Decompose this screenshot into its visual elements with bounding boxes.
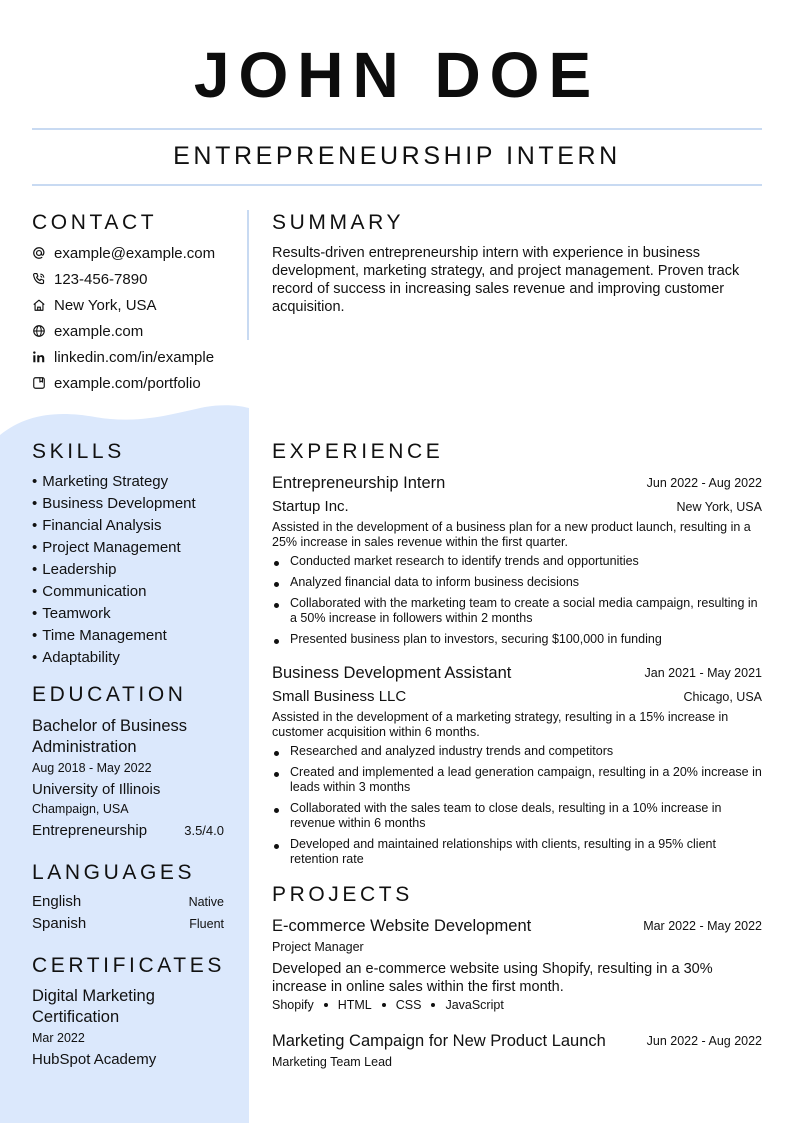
education-location: Champaign, USA bbox=[32, 802, 129, 816]
tag-separator bbox=[324, 1003, 328, 1007]
contact-portfolio[interactable] bbox=[32, 373, 201, 393]
job-location: New York, USA bbox=[676, 500, 762, 514]
education-school: University of Illinois bbox=[32, 781, 161, 798]
header-divider-top bbox=[32, 128, 762, 130]
project-tag: JavaScript bbox=[445, 998, 504, 1012]
contact-location bbox=[32, 295, 157, 315]
home-icon bbox=[32, 298, 46, 312]
project-description: Developed an e-commerce website using Shopify, resulting in a 30% increase in online sales within the first month. bbox=[272, 961, 713, 995]
skills-list bbox=[32, 471, 196, 669]
linkedin-text: linkedin.com/in/example bbox=[54, 348, 215, 366]
portfolio-icon bbox=[32, 376, 46, 390]
skill-item: • Adaptability bbox=[32, 647, 196, 669]
language-name: Spanish bbox=[32, 915, 87, 932]
job-dates: Jun 2022 - Aug 2022 bbox=[646, 476, 762, 490]
project-name: E-commerce Website Development bbox=[272, 917, 532, 935]
project-role: Marketing Team Lead bbox=[272, 1055, 392, 1069]
job-role: Entrepreneurship Intern bbox=[272, 474, 446, 492]
tag-separator bbox=[431, 1003, 435, 1007]
certificate-name: Digital Marketing Certification bbox=[32, 987, 155, 1026]
header-divider-bottom bbox=[32, 184, 762, 186]
portfolio-text: example.com/portfolio bbox=[54, 374, 201, 392]
skill-item: • Marketing Strategy bbox=[32, 471, 196, 493]
phone-icon bbox=[32, 272, 46, 286]
project-name: Marketing Campaign for New Product Launch bbox=[272, 1032, 606, 1050]
job-bullet: Collaborated with the marketing team to create a social media campaign, resulting in a 50% increase in followers within 2 months bbox=[272, 596, 764, 626]
column-divider bbox=[247, 210, 249, 340]
job-dates: Jan 2021 - May 2021 bbox=[644, 666, 762, 680]
contact-email[interactable] bbox=[32, 243, 215, 263]
website-text: example.com bbox=[54, 322, 144, 340]
job-role: Business Development Assistant bbox=[272, 664, 512, 682]
project-tag: CSS bbox=[395, 998, 422, 1012]
job-company: Small Business LLC bbox=[272, 688, 407, 705]
education-gpa: 3.5/4.0 bbox=[184, 823, 224, 838]
skill-item: • Communication bbox=[32, 581, 196, 603]
globe-icon bbox=[32, 324, 46, 338]
linkedin-icon bbox=[32, 350, 46, 364]
job-bullets bbox=[272, 554, 764, 653]
skill-item: • Business Development bbox=[32, 493, 196, 515]
job-bullet: Researched and analyzed industry trends and competitors bbox=[272, 744, 764, 759]
education-degree: Bachelor of Business Administration bbox=[32, 717, 188, 756]
education-dates: Aug 2018 - May 2022 bbox=[32, 761, 152, 775]
job-bullet: Conducted market research to identify trends and opportunities bbox=[272, 554, 764, 569]
job-title: ENTREPRENEURSHIP INTERN bbox=[173, 142, 621, 170]
job-location: Chicago, USA bbox=[683, 690, 762, 704]
project-role: Project Manager bbox=[272, 940, 364, 954]
contact-website[interactable] bbox=[32, 321, 143, 341]
phone-text: 123-456-7890 bbox=[54, 270, 148, 288]
job-bullets bbox=[272, 744, 764, 873]
tag-separator bbox=[382, 1003, 386, 1007]
job-bullet: Created and implemented a lead generation campaign, resulting in a 20% increase in leads within 3 months bbox=[272, 765, 764, 795]
job-company: Startup Inc. bbox=[272, 498, 349, 515]
job-bullet: Collaborated with the sales team to close deals, resulting in a 10% increase in revenue within 6 months bbox=[272, 801, 764, 831]
project-tag: Shopify bbox=[272, 998, 314, 1012]
job-description: Assisted in the development of a marketing strategy, resulting in a 15% increase in customer acquisition within 6 months. bbox=[272, 710, 729, 739]
summary-text: Results-driven entrepreneurship intern with experience in business development, marketing strategy, and project management. Proven track record of success in increasing sales revenue and improving customer acquisition. bbox=[272, 245, 740, 315]
job-bullet: Developed and maintained relationships with clients, resulting in a 95% client retention rate bbox=[272, 837, 764, 867]
education-field: Entrepreneurship bbox=[32, 822, 148, 839]
language-level: Native bbox=[188, 895, 224, 909]
education-heading: EDUCATION bbox=[32, 683, 187, 706]
summary-heading: SUMMARY bbox=[272, 211, 405, 234]
skill-item: • Financial Analysis bbox=[32, 515, 196, 537]
skill-item: • Leadership bbox=[32, 559, 196, 581]
email-text: example@example.com bbox=[54, 244, 216, 262]
project-dates: Jun 2022 - Aug 2022 bbox=[646, 1034, 762, 1048]
job-bullet: Presented business plan to investors, securing $100,000 in funding bbox=[272, 632, 764, 647]
candidate-name: JOHN DOE bbox=[193, 39, 601, 111]
language-name: English bbox=[32, 893, 82, 910]
skills-heading: SKILLS bbox=[32, 440, 125, 463]
contact-phone[interactable] bbox=[32, 269, 147, 289]
language-level: Fluent bbox=[189, 917, 224, 931]
location-text: New York, USA bbox=[54, 296, 157, 314]
certificate-issuer: HubSpot Academy bbox=[32, 1051, 157, 1068]
skill-item: • Teamwork bbox=[32, 603, 196, 625]
at-sign-icon bbox=[32, 246, 46, 260]
project-tag: HTML bbox=[337, 998, 372, 1012]
experience-heading: EXPERIENCE bbox=[272, 440, 444, 463]
project-tags bbox=[272, 998, 504, 1012]
certificates-heading: CERTIFICATES bbox=[32, 954, 225, 977]
job-bullet: Analyzed financial data to inform business decisions bbox=[272, 575, 764, 590]
skill-item: • Project Management bbox=[32, 537, 196, 559]
contact-heading: CONTACT bbox=[32, 211, 158, 234]
languages-heading: LANGUAGES bbox=[32, 861, 196, 884]
certificate-date: Mar 2022 bbox=[32, 1031, 85, 1045]
skill-item: • Time Management bbox=[32, 625, 196, 647]
contact-linkedin[interactable] bbox=[32, 347, 214, 367]
job-description: Assisted in the development of a business plan for a new product launch, resulting in a 25% increase in sales revenue within the first quarter. bbox=[272, 520, 751, 549]
project-dates: Mar 2022 - May 2022 bbox=[643, 919, 762, 933]
projects-heading: PROJECTS bbox=[272, 883, 413, 906]
